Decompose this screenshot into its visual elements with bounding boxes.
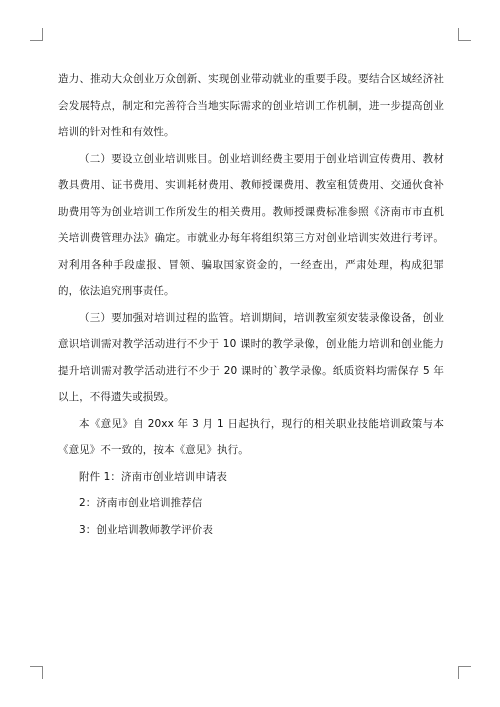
attachment-item: 2：济南市创业培训推荐信 bbox=[79, 497, 203, 509]
paragraph-training-supervision: （三）要加强对培训过程的监管。培训期间，培训教室须安装录像设备，创业意识培训需对教学活动进行不少于 10 课时的教学录像，创业能力培训和创业能力提升培训需对教学活动进行不少于 20 课时的`教学录像。纸质资料均需保存 5 年以上，不得遗失或损毁。 bbox=[58, 311, 444, 403]
paragraph-continuation: 造力、推动大众创业万众创新、实现创业带动就业的重要手段。要结合区域经济社会发展特点，制定和完善符合当地实际需求的创业培训工作机制，进一步提高创业培训的针对性和有效性。 bbox=[58, 73, 444, 138]
attachment-item: 3：创业培训教师教学评价表 bbox=[79, 523, 213, 536]
crop-mark-bottom-left bbox=[30, 666, 43, 679]
document-body bbox=[58, 66, 444, 543]
crop-mark-top-right bbox=[458, 28, 471, 41]
attachment-item: 附件 1：济南市创业培训申请表 bbox=[79, 470, 228, 483]
paragraph-training-accounts: （二）要设立创业培训账目。创业培训经费主要用于创业培训宣传费用、教材教具费用、证书费用、实训耗材费用、教师授课费用、教室租赁费用、交通伙食补助费用等为创业培训工作所发生的相关费用。教师授课费标准参照《济南市市直机关培训费管理办法》确定。市就业办每年将组织第三方对创业培训实效进行考评。对利用各种手段虚报、冒领、骗取国家资金的，一经查出，严肃处理，构成犯罪的，依法追究刑事责任。 bbox=[58, 152, 444, 297]
crop-mark-top-left bbox=[30, 28, 43, 41]
crop-mark-bottom-right bbox=[458, 666, 471, 679]
paragraph-effective-date: 本《意见》自 20xx 年 3 月 1 日起执行，现行的相关职业技能培训政策与本《意见》不一致的，按本《意见》执行。 bbox=[58, 417, 444, 456]
